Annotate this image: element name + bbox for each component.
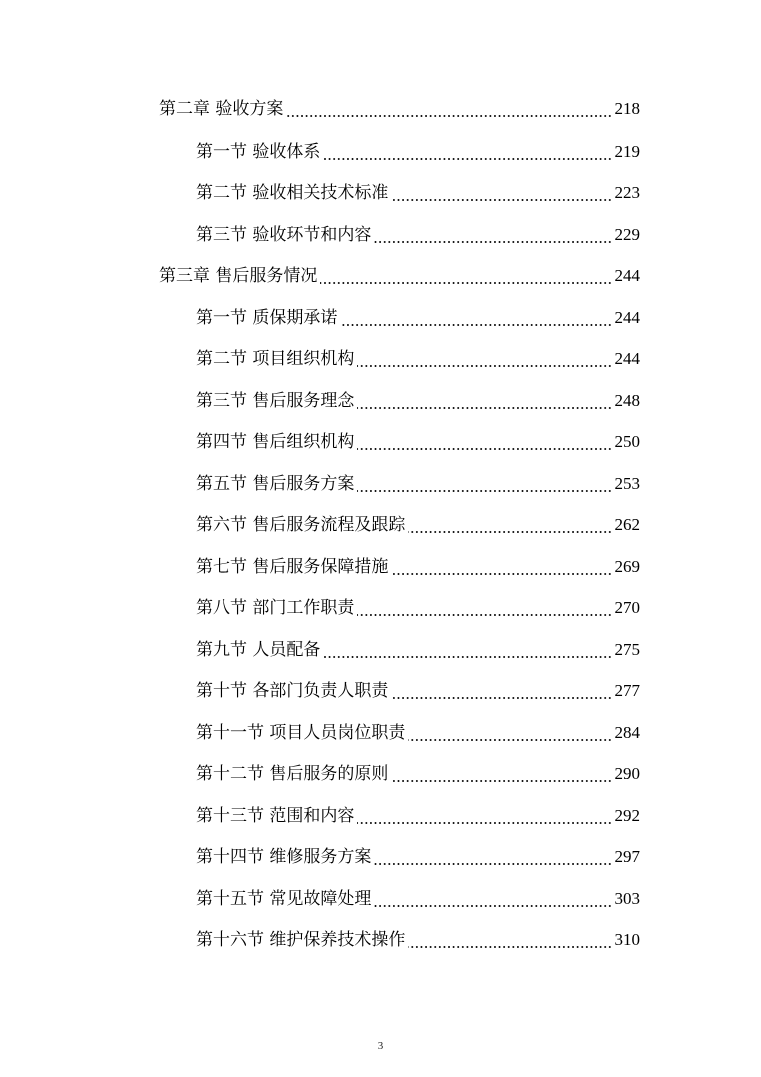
toc-entry-title: 第十六节 维护保养技术操作	[196, 930, 406, 950]
dot-leader	[374, 862, 612, 866]
toc-entry-title: 第二章 验收方案	[159, 99, 284, 119]
toc-entry	[196, 925, 640, 955]
toc-entry-page: 218	[614, 99, 640, 118]
toc-entry	[196, 552, 640, 582]
toc-entry	[196, 718, 640, 748]
toc-entry-page: 244	[614, 266, 640, 285]
dot-leader	[357, 364, 612, 368]
toc-entry	[196, 344, 640, 374]
dot-leader	[357, 406, 612, 410]
toc-entry-page: 248	[614, 391, 640, 410]
toc-entry-page: 229	[614, 225, 640, 244]
page-number: 3	[377, 1040, 384, 1052]
dot-leader	[408, 530, 612, 534]
toc-entry-title: 第二节 验收相关技术标准	[196, 183, 389, 203]
toc-entry-page: 284	[614, 723, 640, 742]
dot-leader	[408, 945, 612, 949]
toc-entry-title: 第十四节 维修服务方案	[196, 847, 372, 867]
dot-leader	[323, 157, 612, 161]
dot-leader	[357, 489, 612, 493]
toc-entry-page: 275	[614, 640, 640, 659]
toc-entry	[196, 676, 640, 706]
toc-entry-title: 第一节 验收体系	[196, 142, 321, 162]
toc-entry-page: 292	[614, 806, 640, 825]
toc-entry	[196, 178, 640, 208]
toc-entry	[196, 220, 640, 250]
toc-entry	[196, 137, 640, 167]
toc-entry-title: 第九节 人员配备	[196, 640, 321, 660]
toc-entry	[196, 801, 640, 831]
toc-entry-page: 244	[614, 308, 640, 327]
dot-leader	[391, 572, 612, 576]
toc-entry-title: 第三节 售后服务理念	[196, 391, 355, 411]
toc-entry-title: 第三章 售后服务情况	[159, 266, 318, 286]
dot-leader	[374, 240, 612, 244]
toc-entry-page: 310	[614, 930, 640, 949]
toc-entry	[159, 94, 640, 124]
toc-entry	[196, 635, 640, 665]
dot-leader	[408, 738, 612, 742]
dot-leader	[391, 696, 612, 700]
toc-entry-page: 277	[614, 681, 640, 700]
toc-entry-page: 223	[614, 183, 640, 202]
toc-entry	[196, 884, 640, 914]
toc-entry-page: 253	[614, 474, 640, 493]
toc-entry	[196, 469, 640, 499]
toc-entry-title: 第十三节 范围和内容	[196, 806, 355, 826]
toc-entry-title: 第四节 售后组织机构	[196, 432, 355, 452]
toc-entry-title: 第三节 验收环节和内容	[196, 225, 372, 245]
toc-entry	[196, 386, 640, 416]
toc-entry-title: 第十节 各部门负责人职责	[196, 681, 389, 701]
toc-entry-page: 269	[614, 557, 640, 576]
dot-leader	[357, 447, 612, 451]
toc-entry	[159, 261, 640, 291]
toc-entry	[196, 427, 640, 457]
dot-leader	[391, 198, 612, 202]
dot-leader	[357, 821, 612, 825]
dot-leader	[391, 779, 612, 783]
toc-entry	[196, 303, 640, 333]
toc-entry-title: 第八节 部门工作职责	[196, 598, 355, 618]
toc-entry-page: 262	[614, 515, 640, 534]
dot-leader	[357, 613, 612, 617]
toc-entry-title: 第十五节 常见故障处理	[196, 889, 372, 909]
toc-entry-title: 第二节 项目组织机构	[196, 349, 355, 369]
dot-leader	[323, 655, 612, 659]
toc-entry	[196, 759, 640, 789]
toc-entry-title: 第六节 售后服务流程及跟踪	[196, 515, 406, 535]
toc-entry	[196, 842, 640, 872]
toc-entry-page: 303	[614, 889, 640, 908]
toc-entry-title: 第五节 售后服务方案	[196, 474, 355, 494]
dot-leader	[340, 323, 612, 327]
dot-leader	[374, 904, 612, 908]
toc-entry-page: 250	[614, 432, 640, 451]
toc-entry-page: 244	[614, 349, 640, 368]
toc-entry	[196, 510, 640, 540]
toc-entry-title: 第十二节 售后服务的原则	[196, 764, 389, 784]
toc-entry-page: 219	[614, 142, 640, 161]
dot-leader	[286, 114, 612, 118]
toc-entry-title: 第一节 质保期承诺	[196, 308, 338, 328]
toc-entry-title: 第七节 售后服务保障措施	[196, 557, 389, 577]
toc-entry-title: 第十一节 项目人员岗位职责	[196, 723, 406, 743]
toc-entry	[196, 593, 640, 623]
toc-entry-page: 270	[614, 598, 640, 617]
toc-entry-page: 297	[614, 847, 640, 866]
toc-entry-page: 290	[614, 764, 640, 783]
dot-leader	[320, 281, 612, 285]
